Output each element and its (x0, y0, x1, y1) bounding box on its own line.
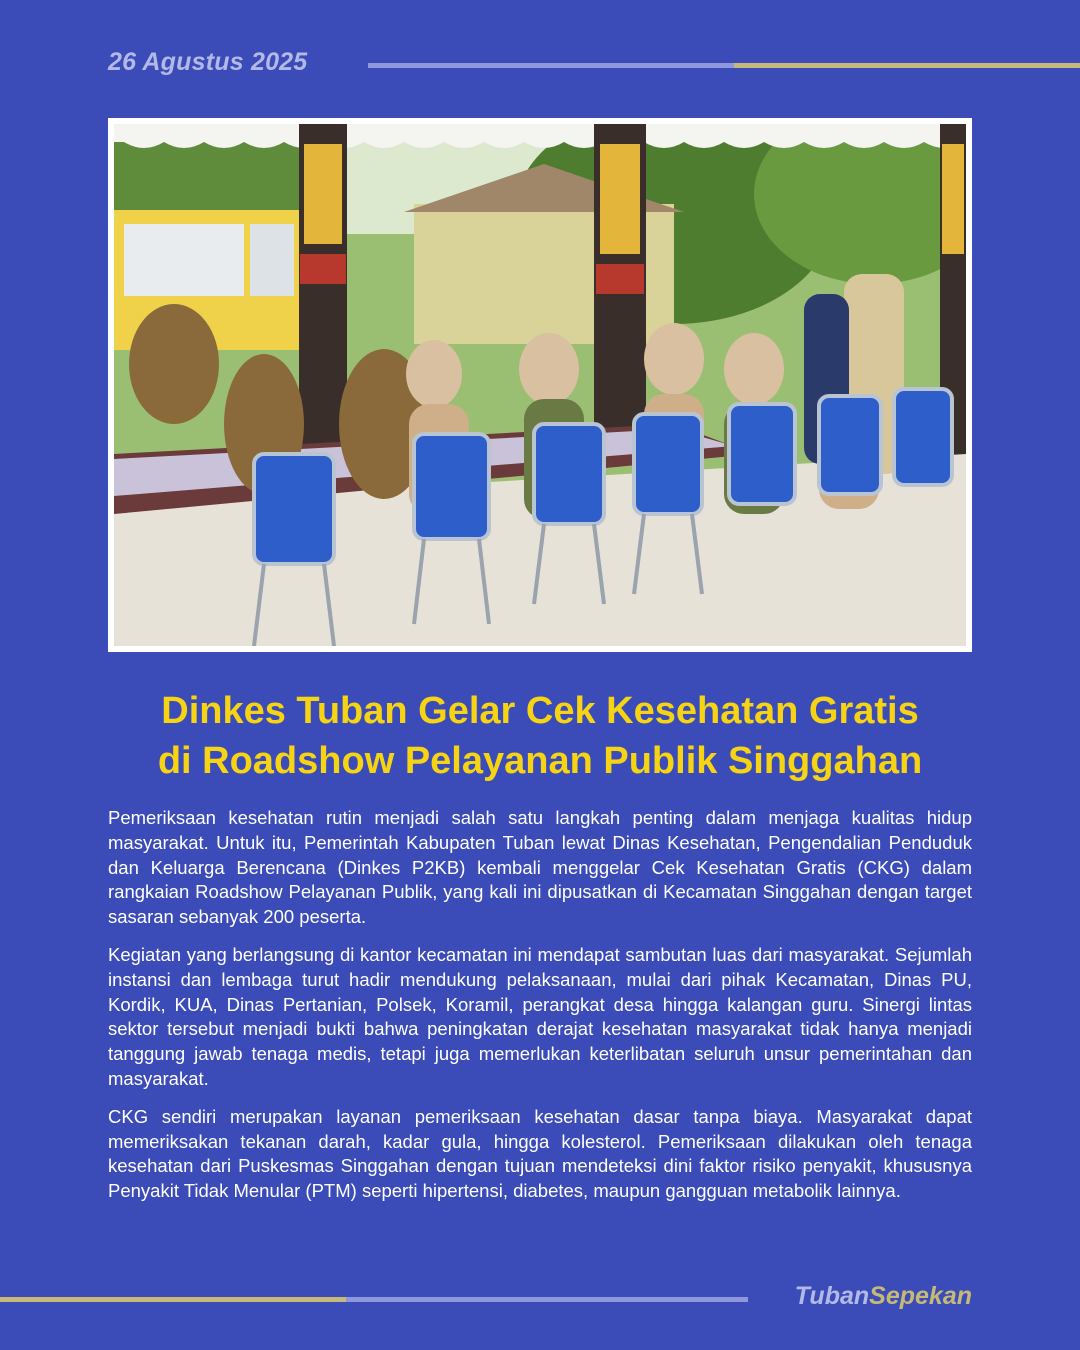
article-paragraph-2: Kegiatan yang berlangsung di kantor kecamatan ini mendapat sambutan luas dari masyarakat. Sejumlah instansi dan lembaga turut hadir mendukung pelaksanaan, mulai dari pihak Kecamatan, Dinas PU, Kordik, KUA, Dinas Pertanian, Polsek, Koramil, perangkat desa hingga kalangan guru. Sinergi lintas sektor tersebut menjadi bukti bahwa peningkatan derajat kesehatan masyarakat tidak hanya menjadi tanggung jawab tenaga medis, tetapi juga memerlukan keterlibatan seluruh unsur pemerintahan dan masyarakat. (108, 943, 972, 1089)
health-check-photo (114, 124, 966, 646)
date-label: 26 Agustus 2025 (108, 48, 308, 76)
headline-line-2: di Roadshow Pelayanan Publik Singgahan (157, 740, 923, 782)
top-divider (368, 63, 1080, 68)
brand-part-sepekan: Sepekan (869, 1282, 972, 1310)
bottom-divider-lavender (346, 1297, 748, 1302)
brand-logo (795, 1282, 972, 1311)
photo-illustration (114, 124, 966, 646)
brand-part-tuban: Tuban (794, 1282, 870, 1310)
headline-line-1: Dinkes Tuban Gelar Cek Kesehatan Gratis (161, 690, 919, 732)
article-paragraph-3: CKG sendiri merupakan layanan pemeriksaan kesehatan dasar tanpa biaya. Masyarakat dapat memeriksakan tekanan darah, kadar gula, hingga kolesterol. Pemeriksaan dilakukan oleh tenaga kesehatan dari Puskesmas Singgahan dengan tujuan mendeteksi dini faktor risiko penyakit, khususnya Penyakit Tidak Menular (PTM) seperti hipertensi, diabetes, maupun gangguan metabolik lainnya. (108, 1105, 972, 1202)
top-divider-gold (734, 63, 1080, 68)
bottom-divider-gold (0, 1297, 346, 1302)
article-body (108, 806, 972, 1217)
bottom-divider (0, 1297, 748, 1302)
news-photo (108, 118, 972, 652)
top-divider-lavender (368, 63, 734, 68)
article-paragraph-1: Pemeriksaan kesehatan rutin menjadi salah satu langkah penting dalam menjaga kualitas hidup masyarakat. Untuk itu, Pemerintah Kabupaten Tuban lewat Dinas Kesehatan, Pengendalian Penduduk dan Keluarga Berencana (Dinkes P2KB) kembali menggelar Cek Kesehatan Gratis (CKG) dalam rangkaian Roadshow Pelayanan Publik, yang kali ini dipusatkan di Kecamatan Singgahan dengan target sasaran sebanyak 200 peserta. (108, 807, 972, 928)
article-headline (108, 686, 972, 786)
